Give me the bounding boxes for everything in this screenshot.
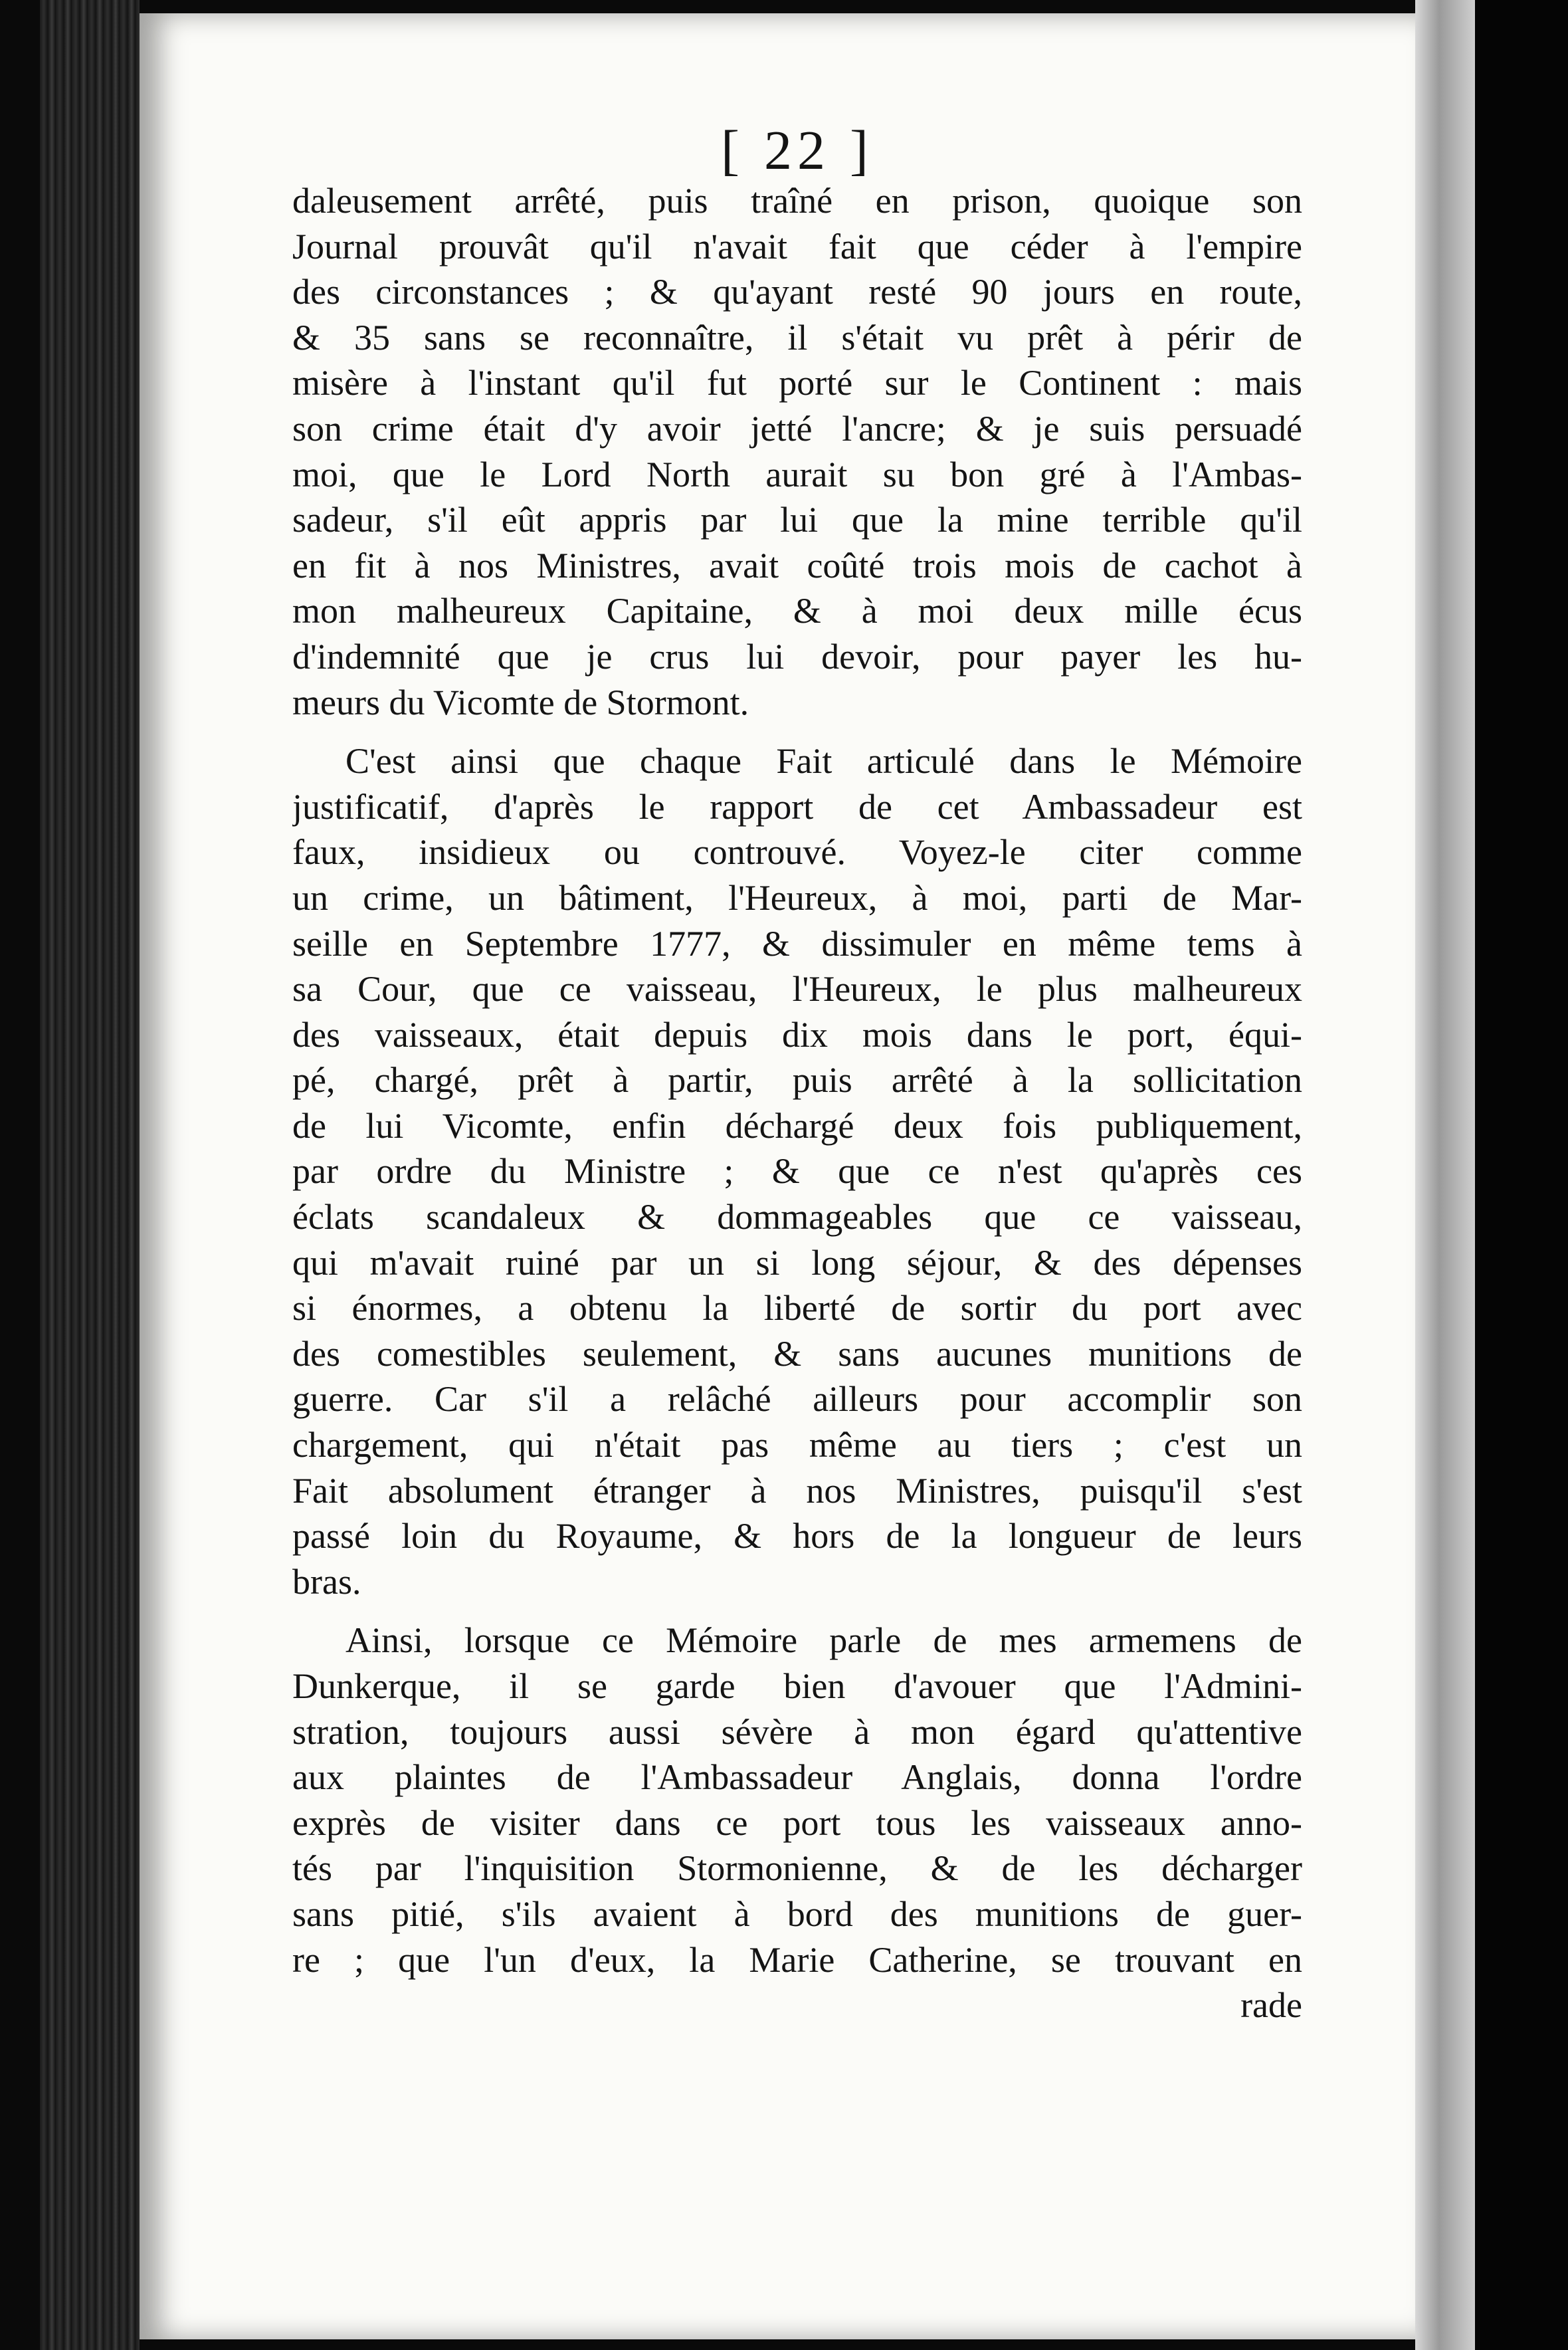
scan-border <box>1475 0 1568 2350</box>
text-line: sa Cour, que ce vaisseau, l'Heureux, le plus malheureux <box>292 969 1302 1010</box>
text-line: daleusement arrêté, puis traîné en prison, quoique son <box>292 181 1302 221</box>
text-line: des circonstances ; & qu'ayant resté 90 jours en route, <box>292 272 1302 312</box>
text-line: son crime était d'y avoir jetté l'ancre; & je suis persuadé <box>292 408 1302 449</box>
text-line: justificatif, d'après le rapport de cet Ambassadeur est <box>292 786 1302 827</box>
text-line: des comestibles seulement, & sans aucunes munitions de <box>292 1333 1302 1374</box>
text-line: des vaisseaux, était depuis dix mois dans le port, équi- <box>292 1014 1302 1055</box>
page-number: [ 22 ] <box>721 120 874 181</box>
body-text <box>292 178 1302 2028</box>
text-line: seille en Septembre 1777, & dissimuler en même tems à <box>292 923 1302 964</box>
text-line: bras. <box>292 1561 361 1602</box>
text-line: un crime, un bâtiment, l'Heureux, à moi, parti de Mar- <box>292 877 1302 918</box>
text-line: mon malheureux Capitaine, & à moi deux mille écus <box>292 591 1302 631</box>
text-line: Fait absolument étranger à nos Ministres, puisqu'il s'est <box>292 1470 1302 1511</box>
paragraph-gap <box>292 1604 1302 1618</box>
text-line: tés par l'inquisition Stormonienne, & de les décharger <box>292 1848 1302 1889</box>
text-line: faux, insidieux ou controuvé. Voyez-le citer comme <box>292 832 1302 873</box>
text-line: stration, toujours aussi sévère à mon égard qu'attentive <box>292 1711 1302 1752</box>
text-line: chargement, qui n'était pas même au tiers ; c'est un <box>292 1425 1302 1465</box>
text-line: en fit à nos Ministres, avait coûté trois mois de cachot à <box>292 545 1302 586</box>
text-line: passé loin du Royaume, & hors de la longueur de leurs <box>292 1516 1302 1556</box>
text-line: d'indemnité que je crus lui devoir, pour payer les hu- <box>292 636 1302 677</box>
text-line: meurs du Vicomte de Stormont. <box>292 682 749 722</box>
text-line: si énormes, a obtenu la liberté de sortir du port avec <box>292 1288 1302 1329</box>
paragraph-gap <box>292 725 1302 738</box>
text-line: exprès de visiter dans ce port tous les vaisseaux anno- <box>292 1802 1302 1843</box>
text-line: Dunkerque, il se garde bien d'avouer que l'Admini- <box>292 1666 1302 1706</box>
text-line: Journal prouvât qu'il n'avait fait que céder à l'empire <box>292 226 1302 267</box>
book-spine <box>40 0 140 2350</box>
text-line: qui m'avait ruiné par un si long séjour, & des dépenses <box>292 1242 1302 1283</box>
text-line: Ainsi, lorsque ce Mémoire parle de mes armemens de <box>345 1620 1302 1661</box>
text-line: sans pitié, s'ils avaient à bord des munitions de guer- <box>292 1893 1302 1934</box>
text-line: guerre. Car s'il a relâché ailleurs pour accomplir son <box>292 1379 1302 1420</box>
text-line: pé, chargé, prêt à partir, puis arrêté à la sollicitation <box>292 1060 1302 1101</box>
text-line: misère à l'instant qu'il fut porté sur le Continent : mais <box>292 363 1302 403</box>
page-edge <box>1415 0 1475 2350</box>
text-line: moi, que le Lord North aurait su bon gré à l'Ambas- <box>292 454 1302 494</box>
text-line: rade <box>1240 1985 1302 2026</box>
text-line: éclats scandaleux & dommageables que ce vaisseau, <box>292 1197 1302 1237</box>
text-line: par ordre du Ministre ; & que ce n'est qu'après ces <box>292 1151 1302 1192</box>
text-line: aux plaintes de l'Ambassadeur Anglais, donna l'ordre <box>292 1757 1302 1798</box>
text-line: de lui Vicomte, enfin déchargé deux fois publiquement, <box>292 1105 1302 1146</box>
text-line: sadeur, s'il eût appris par lui que la mine terrible qu'il <box>292 500 1302 540</box>
text-line: & 35 sans se reconnaître, il s'était vu prêt à périr de <box>292 317 1302 358</box>
text-line: C'est ainsi que chaque Fait articulé dans le Mémoire <box>345 741 1302 782</box>
text-line: re ; que l'un d'eux, la Marie Catherine, se trouvant en <box>292 1939 1302 1980</box>
